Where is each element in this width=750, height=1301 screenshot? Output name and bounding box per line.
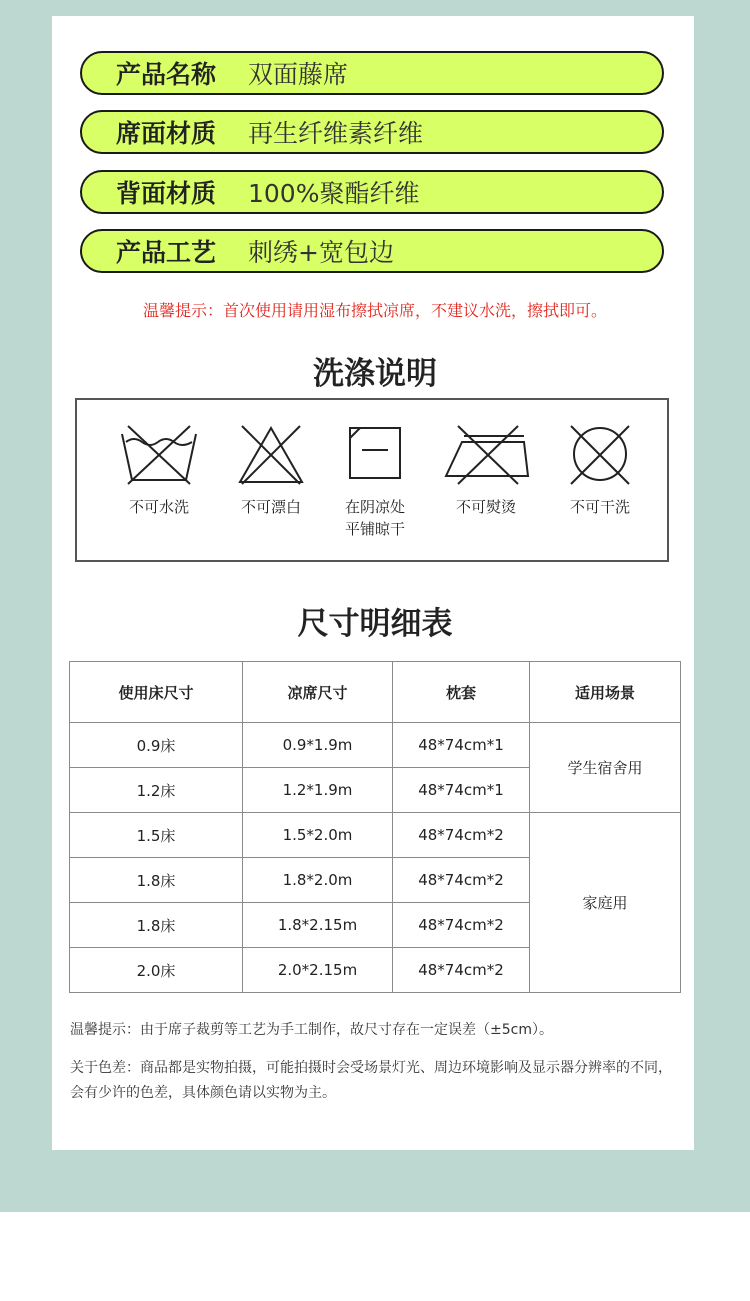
mat-size-cell: 1.5*2.0m — [243, 813, 393, 858]
info-value: 再生纤维素纤维 — [248, 119, 424, 148]
mat-size-cell: 1.2*1.9m — [243, 768, 393, 813]
no-iron-icon — [438, 422, 534, 486]
info-pill-craft — [80, 229, 664, 273]
info-value: 100%聚酯纤维 — [248, 179, 420, 208]
bed-size-cell: 2.0床 — [70, 948, 243, 993]
color-difference-note: 关于色差：商品都是实物拍摄，可能拍摄时会受场景灯光、周边环境影响及显示器分辨率的不同，会有少许的色差，具体颜色请以实物为主。 — [70, 1060, 672, 1101]
pillow-cell: 48*74cm*2 — [393, 813, 530, 858]
dry-flat-shade-icon — [332, 422, 418, 486]
no-dry-clean-icon — [557, 422, 643, 486]
mat-size-cell: 0.9*1.9m — [243, 723, 393, 768]
info-pill-surface — [80, 110, 664, 154]
bed-size-cell: 1.5床 — [70, 813, 243, 858]
table-header: 凉席尺寸 — [243, 662, 393, 723]
pillow-cell: 48*74cm*1 — [393, 723, 530, 768]
table-row — [70, 813, 681, 858]
bed-size-cell: 1.8床 — [70, 903, 243, 948]
mat-size-cell: 2.0*2.15m — [243, 948, 393, 993]
scene-cell: 学生宿舍用 — [530, 723, 681, 813]
info-value: 双面藤席 — [248, 60, 349, 89]
care-label — [320, 496, 430, 540]
pillow-cell: 48*74cm*2 — [393, 948, 530, 993]
care-label: 不可水洗 — [128, 498, 189, 516]
no-wash-icon — [116, 422, 202, 486]
care-item-no-iron — [431, 422, 541, 518]
bed-size-cell: 0.9床 — [70, 723, 243, 768]
size-table — [69, 661, 681, 993]
info-label: 产品工艺 — [116, 238, 217, 267]
table-header: 枕套 — [393, 662, 530, 723]
no-bleach-icon — [228, 422, 314, 486]
mat-size-cell: 1.8*2.0m — [243, 858, 393, 903]
info-pill-back — [80, 170, 664, 214]
info-label: 产品名称 — [116, 60, 217, 89]
bed-size-cell: 1.2床 — [70, 768, 243, 813]
size-title: 尺寸明细表 — [297, 606, 453, 642]
washing-title: 洗涤说明 — [313, 356, 437, 392]
table-header: 使用床尺寸 — [70, 662, 243, 723]
table-header-row — [70, 662, 681, 723]
info-pill-name — [80, 51, 664, 95]
care-item-no-wash — [104, 422, 214, 518]
care-label: 不可熨烫 — [455, 498, 516, 516]
pillow-cell: 48*74cm*2 — [393, 903, 530, 948]
care-tip: 温馨提示：首次使用请用湿布擦拭凉席，不建议水洗，擦拭即可。 — [142, 301, 607, 320]
tolerance-note: 温馨提示：由于席子裁剪等工艺为手工制作，故尺寸存在一定误差（±5cm）。 — [70, 1022, 553, 1038]
pillow-cell: 48*74cm*2 — [393, 858, 530, 903]
care-item-no-dry-clean — [545, 422, 655, 518]
care-item-dry-flat — [320, 422, 430, 540]
care-label-text: 在阴凉处平铺晾干 — [344, 498, 405, 538]
bed-size-cell: 1.8床 — [70, 858, 243, 903]
pillow-cell: 48*74cm*1 — [393, 768, 530, 813]
care-label: 不可干洗 — [569, 498, 630, 516]
care-item-no-bleach — [216, 422, 326, 518]
care-label: 不可漂白 — [240, 498, 301, 516]
info-label: 背面材质 — [116, 179, 217, 208]
table-row — [70, 723, 681, 768]
washing-box — [75, 398, 669, 562]
scene-cell: 家庭用 — [530, 813, 681, 993]
info-value: 刺绣+宽包边 — [248, 238, 394, 267]
info-label: 席面材质 — [116, 119, 217, 148]
mat-size-cell: 1.8*2.15m — [243, 903, 393, 948]
table-header: 适用场景 — [530, 662, 681, 723]
